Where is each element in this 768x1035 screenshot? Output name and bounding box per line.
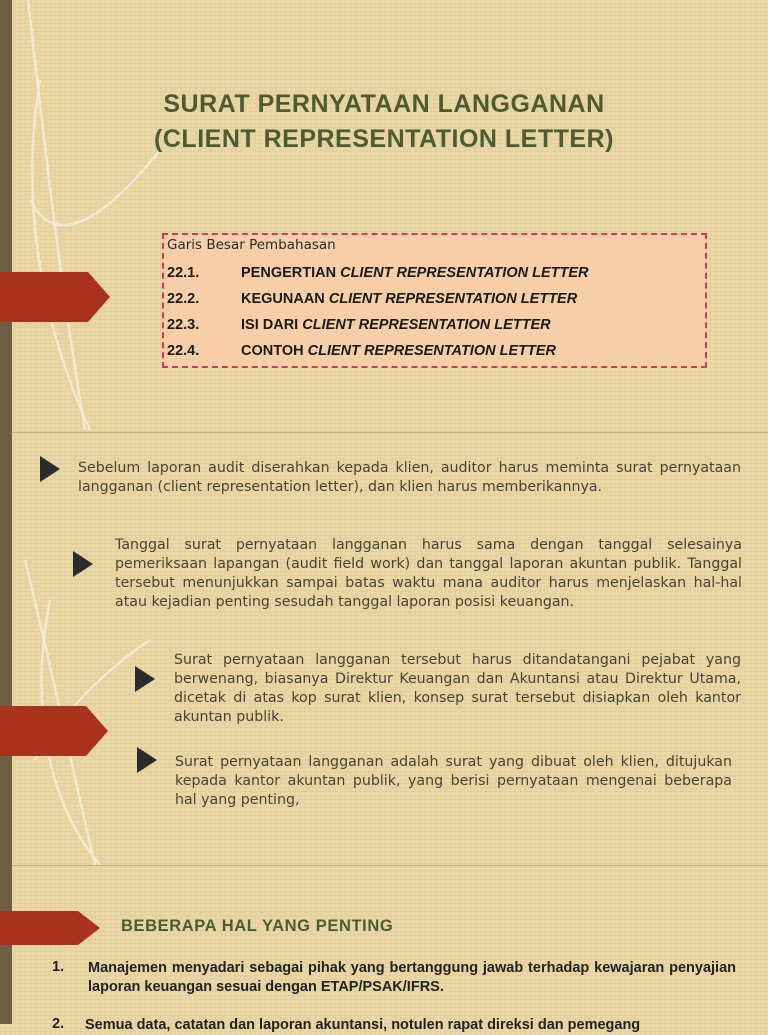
paragraph: Sebelum laporan audit diserahkan kepada klien, auditor harus meminta surat pernyataan langganan (client representation letter), dan klien harus memberikannya. [78,460,741,495]
outline-heading: Garis Besar Pembahasan [167,237,336,253]
list-number: 2. [52,1016,65,1032]
accent-tab [0,272,110,322]
outline-item [167,291,577,307]
bullet-arrow-icon [73,551,93,577]
outline-item-text: CONTOH [241,343,308,359]
paragraph: Tanggal surat pernyataan langganan harus sama dengan tanggal selesainya pemeriksaan lapangan (audit field work) dan tanggal laporan akuntan publik. Tanggal tersebut menunjukkan sampai batas waktu mana auditor harus menjelaskan hal-hal atau kejadian penting sesudah tanggal laporan posisi keuangan. [115,537,742,610]
bullet-arrow-icon [40,456,60,482]
outline-item-number: 22.4. [167,343,200,359]
outline-item [167,265,588,281]
list-item-text: Manajemen menyadari sebagai pihak yang bertanggung jawab terhadap kewajaran penyajian laporan keuangan sesuai dengan ETAP/PSAK/IFRS. [88,960,736,995]
outline-item-text: ISI DARI [241,317,303,333]
outline-item-italic: CLIENT REPRESENTATION LETTER [307,343,556,359]
slide-separator [0,432,768,433]
outline-item [167,343,556,359]
slide-title-line1: SURAT PERNYATAAN LANGGANAN [163,90,605,118]
outline-item-italic: CLIENT REPRESENTATION LETTER [340,265,589,281]
outline-item-number: 22.3. [167,317,200,333]
bullet-arrow-icon [135,666,155,692]
outline-item-number: 22.1. [167,265,200,281]
outline-item-text: PENGERTIAN [241,265,341,281]
paragraph: Surat pernyataan langganan tersebut harus ditandatangani pejabat yang berwenang, biasanya Direktur Keuangan dan Akuntansi atau Direktur Utama, dicetak di atas kop surat klien, konsep surat tersebut disiapkan oleh kantor akuntan publik. [174,652,741,725]
section-heading: BEBERAPA HAL YANG PENTING [121,917,394,935]
paragraph: Surat pernyataan langganan adalah surat yang dibuat oleh klien, ditujukan kepada kantor akuntan publik, yang berisi pernyataan mengenai beberapa hal yang penting, [175,754,732,808]
outline-item-italic: CLIENT REPRESENTATION LETTER [302,317,551,333]
accent-tab [0,706,108,756]
list-number: 1. [52,959,65,975]
slide-separator [0,865,768,866]
list-item-text: Semua data, catatan dan laporan akuntansi, notulen rapat direksi dan pemegang [85,1017,641,1033]
slide-title-line2: (CLIENT REPRESENTATION LETTER) [154,125,614,153]
outline-box [162,233,707,368]
outline-item-italic: CLIENT REPRESENTATION LETTER [328,291,578,307]
outline-item-text: KEGUNAAN [241,291,329,307]
outline-item-number: 22.2. [167,291,200,307]
bullet-arrow-icon [137,747,157,773]
outline-item [167,317,551,333]
